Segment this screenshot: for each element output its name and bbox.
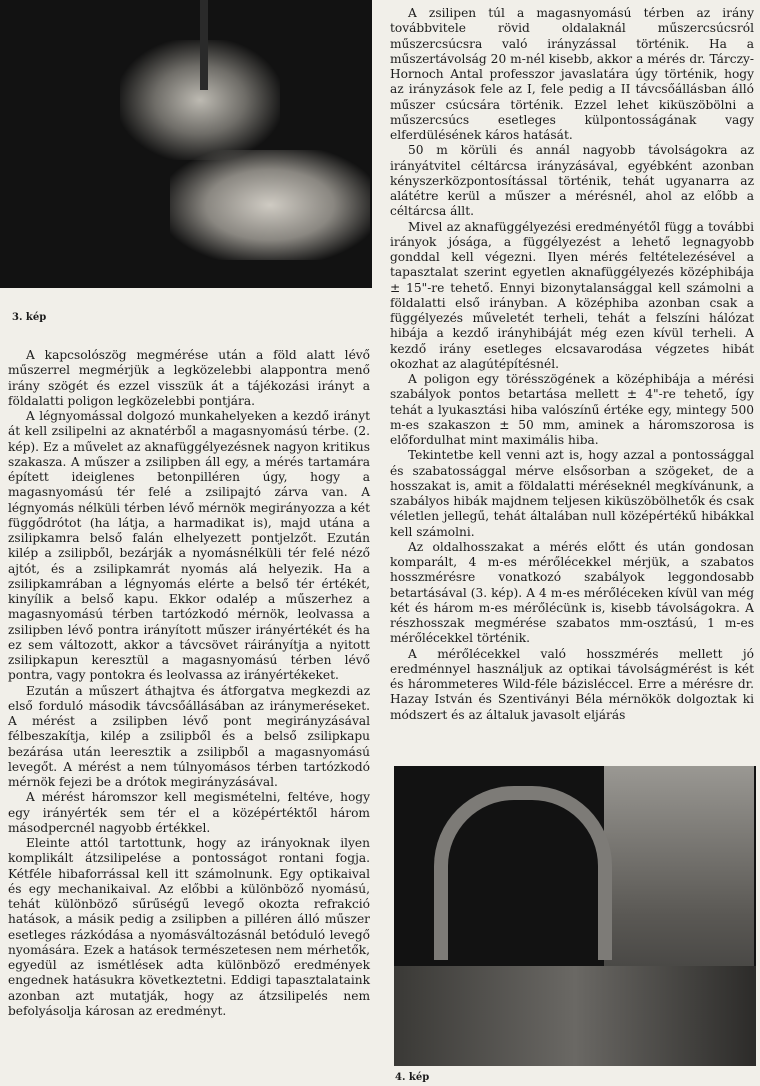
figure-4-caption: 4. kép xyxy=(395,1072,430,1083)
right-column-text xyxy=(390,6,754,723)
paragraph: Az oldalhosszakat a mérés előtt és után gondosan komparált, 4 m-es mérőlécekkel mérjük, a szabatos hosszmérésre vonatkozó szabályok leggondosabb betartásával (3. kép). A 4 m-es mérőléceken kívül van még két és három m-es mérőlécünk is, kisebb távolságokra. A részhosszak megmérése szabatos mm-osztású, 1 m-es mérőlécekkel történik. xyxy=(390,539,754,646)
paragraph: 50 m körüli és annál nagyobb távolságokra az irányátvitel céltárcsa irányzásával, egyébként azonban kényszerközpontosítással történik, tehát ugyanarra az alátétre kerül a műszer a mérésnél, ahol az előbb a céltárcsa állt. xyxy=(390,143,754,219)
figure-4-photo xyxy=(394,766,756,1066)
paragraph: Tekintetbe kell venni azt is, hogy azzal a pontossággal és szabatossággal mérve elsősorban a szögeket, de a hosszakat is, amit a földalatti méréseknél megkívánunk, a szabályos hibák majdnem teljesen kiküszöbölhetők és csak véletlen jellegű, tehát általában null középértékű hibákkal kell számolni. xyxy=(390,448,754,539)
paragraph: Eleinte attól tartottunk, hogy az irányoknak ilyen komplikált átzsilipelése a pontosságot rontani fogja. Kétféle hibaforrással kell itt számolnunk. Egy optikaival és egy mechanikaival. Az előbbi a különböző nyomású, tehát különböző sűrűségű levegő okozta refrakció hatások, a másik pedig a zsilipben a pilléren álló műszer esetleges rázkódása a nyomásváltozásnál betóduló levegő nyomására. Ezek a hatások természetesen nem mérhetők, egyedül az ismétlések adta különböző eredmények engednek hatásukra következtetni. Eddigi tapasztalataink azonban azt mutatják, hogy az átzsilipelés nem befolyásolja károsan az eredményt. xyxy=(8,836,370,1018)
paragraph: A poligon egy törésszögének a középhibája a mérési szabályok pontos betartása mellett ± 4"-re tehető, így tehát a lyukasztási hiba valószínű értéke egy, mintegy 500 m-es szakaszon ± 50 mm, aminek a háromszorosa is előfordulhat mint maximális hiba. xyxy=(390,372,754,447)
paragraph: Ezután a műszert áthajtva és átforgatva megkezdi az első forduló második távcsőállásában az iránymeréseket. A mérést a zsilipben lévő pont megirányzásával félbeszakítja, kilép a zsilipből és a belső zsilipkapu bezárása után leeresztik a zsilipből a magasnyomású levegőt. A mérést a nem túlnyomásos térben tartózkodó mérnök fejezi be a drótok megirányzásával. xyxy=(8,683,370,789)
figure-3-photo xyxy=(0,0,372,288)
paragraph: A mérőlécekkel való hosszmérés mellett jó eredménnyel használjuk az optikai távolságmérést is két és hárommeteres Wild-féle bázisléccel. Erre a mérésre dr. Hazay István és Szentiványi Béla mérnökök dolgoztak ki módszert és az általuk javasolt eljárás xyxy=(390,646,754,722)
paragraph: A légnyomással dolgozó munkahelyeken a kezdő irányt át kell zsilipelni az aknatérből a magasnyomású térbe. (2. kép). Ez a művelet az aknafüggélyezésnek nagyon kritikus szakasza. A műszer a zsilipben áll egy, a mérés tartamára épített ideiglenes betonpilléren úgy, hogy a magasnyomású tér felé a zsilipajtó zárva van. A légnyomás nélküli térben lévő mérnök megirányozza a két függődrótot (ha látja, a harmadikat is), majd utána a zsilipkamra belső falán elhelyezett pontjelzőt. Ezután kilép a zsilipből, bezárják a nyomásnélküli tér felé néző ajtót, és a zsilipkamrát nyomás alá helyezik. Ha a zsilipkamrában a légnyomás elérte a belső tér értékét, kinyílik a belső kapu. Ekkor odalép a műszerhez a magasnyomású térben tartózkodó mérnök, leolvassa a zsilipben lévő pontra irányított műszer irányértékét és ha ez sem változott, akkor a távcsövet ráirányítja a nyitott zsilipkapun keresztül a magasnyomású térben lévő pontra, vagy pontokra és leolvassa az irányértékeket. xyxy=(8,409,370,683)
figure-3-caption: 3. kép xyxy=(12,312,47,323)
paragraph: A kapcsolószög megmérése után a föld alatt lévő műszerrel megmérjük a legközelebbi alappontra menő irány szögét és ezzel visszük át a tájékozási irányt a földalatti poligon legközelebbi pontjára. xyxy=(8,348,370,408)
left-column-text xyxy=(8,348,370,1019)
paragraph: Mivel az aknafüggélyezési eredményétől függ a további irányok jósága, a függélyezést a lehető legnagyobb gonddal kell végezni. Ilyen mérés feltételezésével a tapasztalat szerint egyetlen aknafüggélyezés középhibája ± 15"-re tehető. Ennyi bizonytalansággal kell számolni a földalatti első irányban. A középhiba azonban csak a függélyezés műveletét terheli, tehát a felszíni hálózat hibája a kezdő irányhibáját még ezen kívül terheli. A kezdő irány esetleges elcsavarodása végzetes hibát okozhat az alagútépítésnél. xyxy=(390,219,754,371)
paragraph: A mérést háromszor kell megismételni, feltéve, hogy egy irányérték sem tér el a középértéktől három másodpercnél nagyobb értékkel. xyxy=(8,790,370,835)
paragraph: A zsilipen túl a magasnyomású térben az irány továbbvitele rövid oldalaknál műszercsúcsról műszercsúcsra való irányzással történik. Ha a műszertávolság 20 m-nél kisebb, akkor a mérés dr. Tárczy-Hornoch Antal professzor javaslatára úgy történik, hogy az irányzások fele az I, fele pedig a II távcsőállásban álló műszer csúcsára történik. Ezzel lehet kiküszöbölni a műszercsúcs esetleges külpontosságának vagy elferdülésének káros hatását. xyxy=(390,6,754,142)
